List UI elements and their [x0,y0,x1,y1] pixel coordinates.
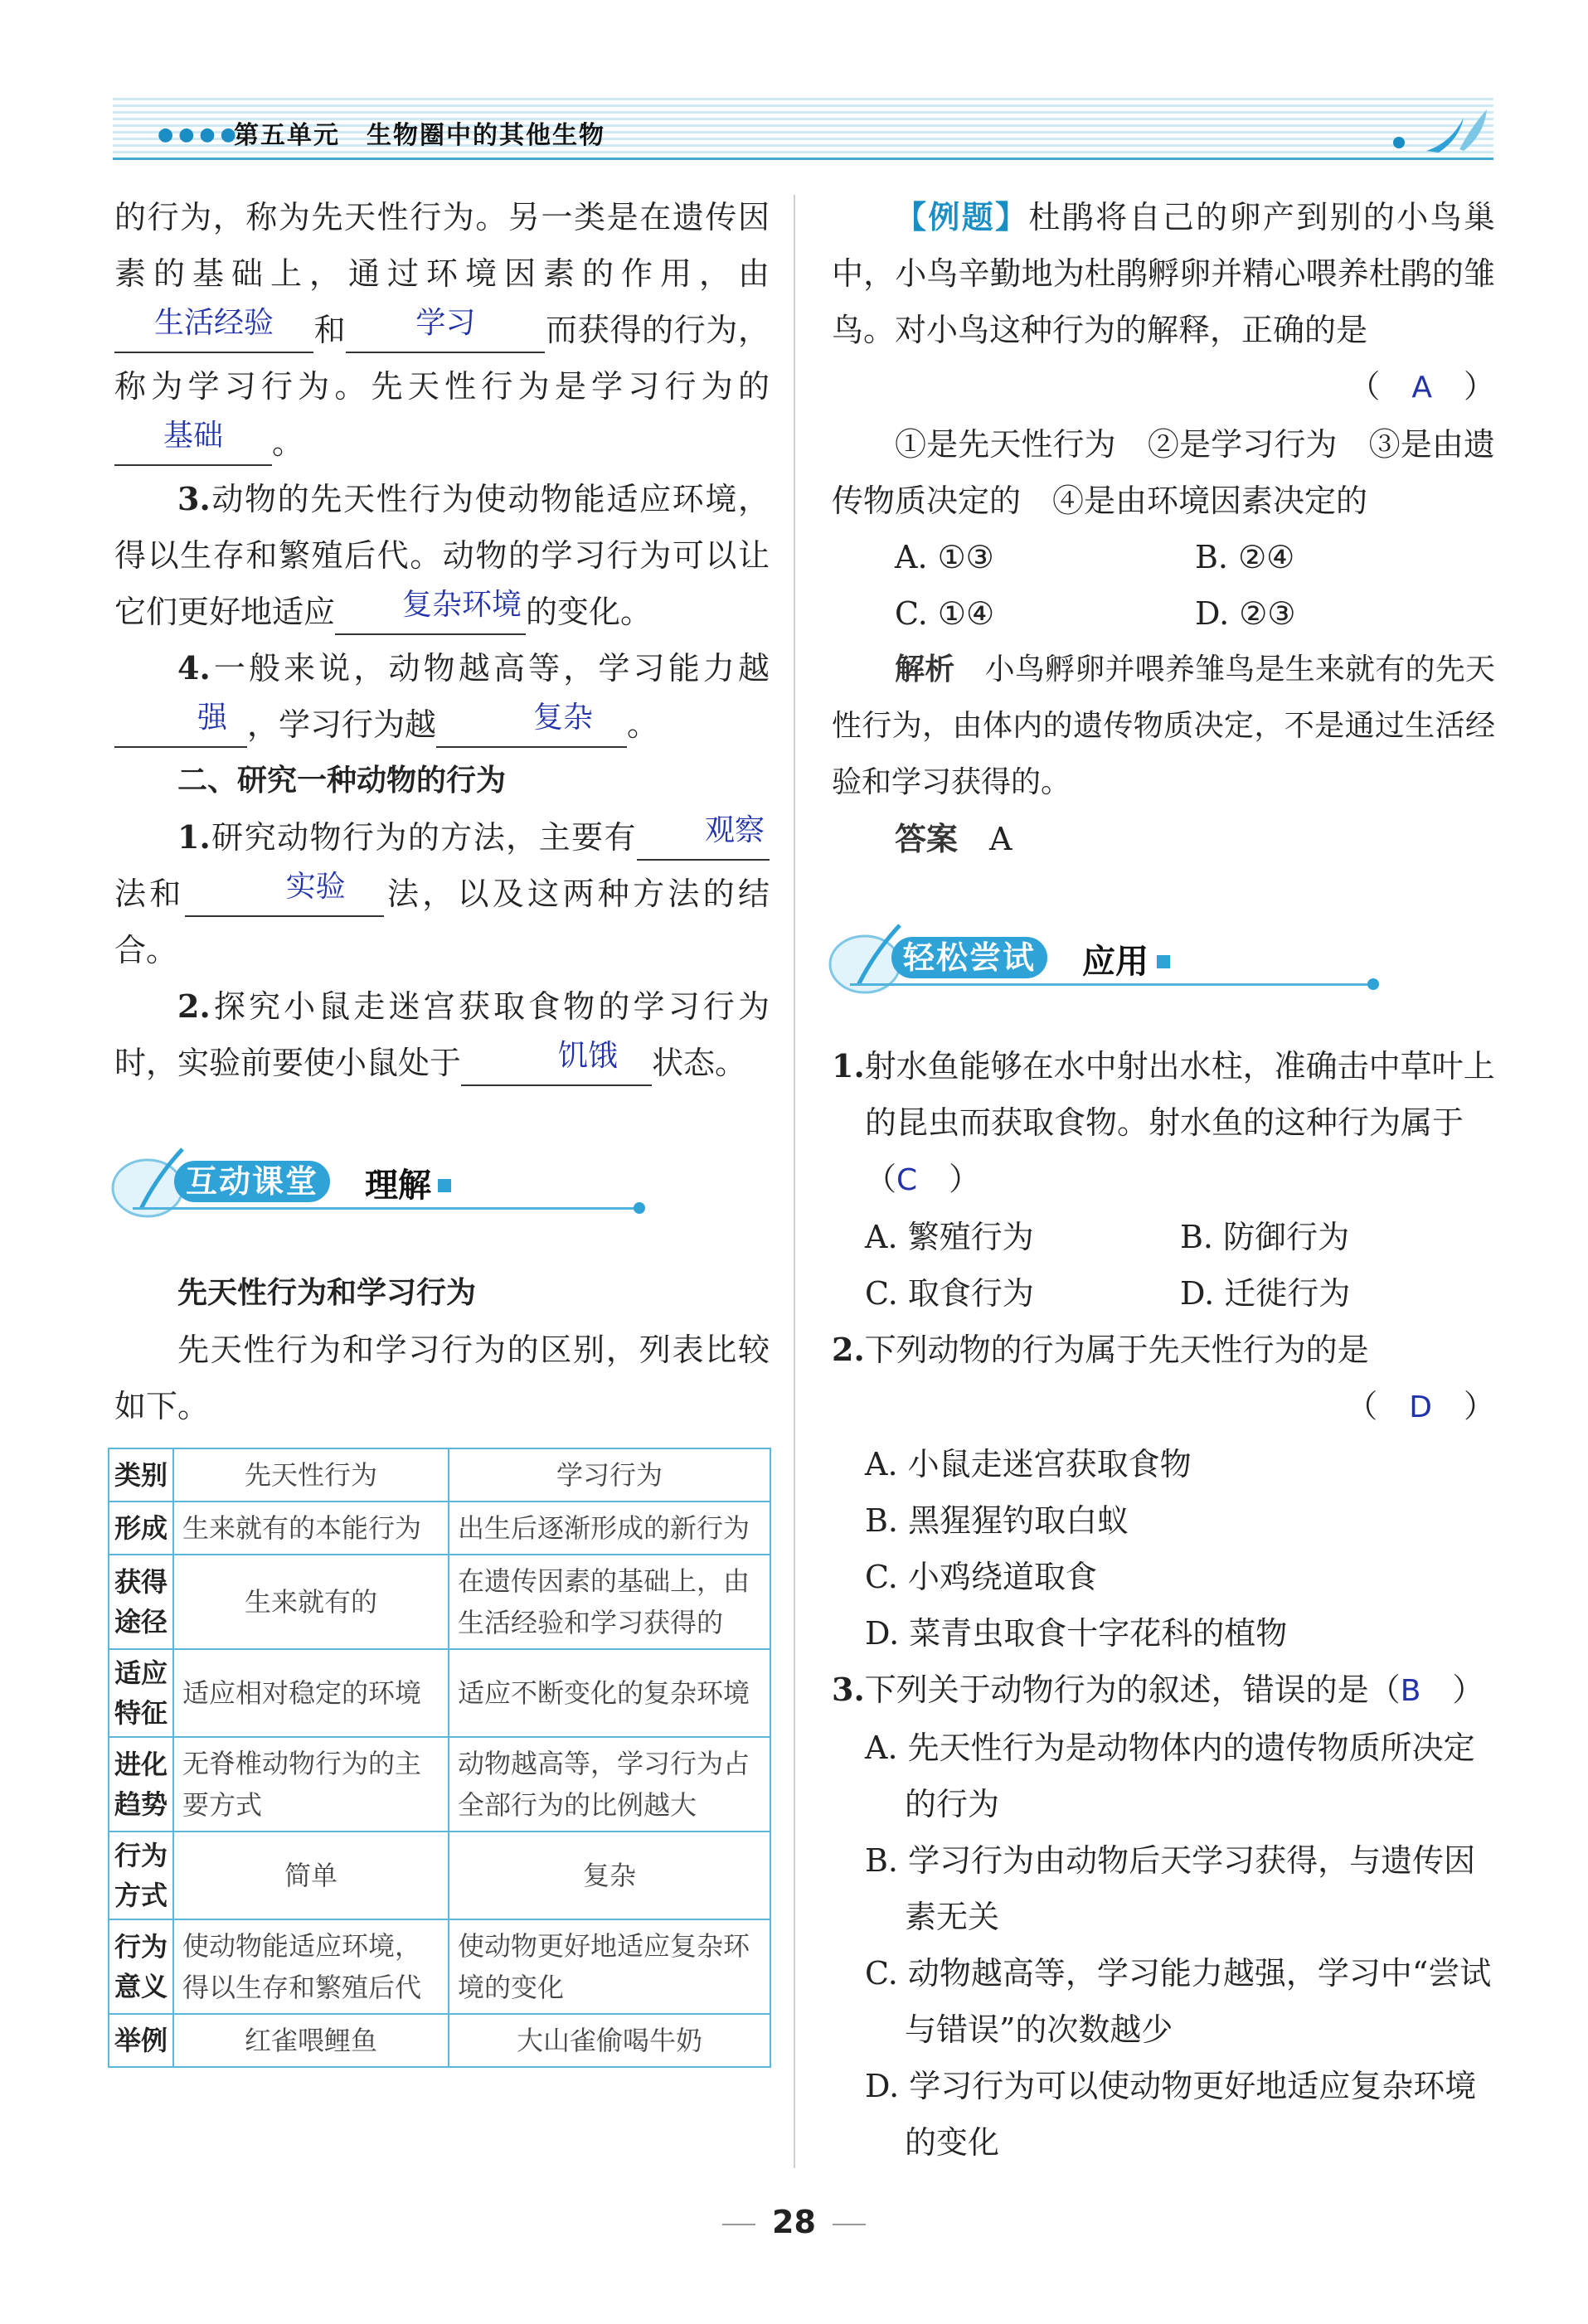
column-divider [794,195,795,2168]
banner-line-dot [634,1202,645,1214]
example-statements: ①是先天性行为 ②是学习行为 ③是由遗传物质决定的 ④是由环境因素决定的 [832,426,1495,519]
table-intro: 先天性行为和学习行为的区别，列表比较如下。 [114,1332,770,1424]
table-cell: 生来就有的本能行为 [173,1502,449,1555]
question-1: 1.射水鱼能够在水中射出水柱，准确击中草叶上的昆虫而获取食物。射水鱼的这种行为属于（C ） A. 繁殖行为 B. 防御行为 C. 取食行为 D. 迁徙行为 [832,1038,1495,1322]
example-question: 【例题】杜鹃将自己的卵产到别的小鸟巢中，小鸟辛勤地为杜鹃孵卵并精心喂养杜鹃的雏鸟。对小鸟这种行为的解释，正确的是 [832,199,1495,348]
page-number: 28 [0,2204,1588,2240]
option: D. 菜青虫取食十字花科的植物 [865,1615,1288,1652]
answer-blank: 实验 [185,876,384,917]
table-cell: 在遗传因素的基础上，由生活经验和学习获得的 [449,1555,770,1649]
table-row [109,1919,770,2014]
table-header-cell: 先天性行为 [173,1448,449,1502]
unit-label: 第五单元 [234,121,340,150]
example-tag: 【例题】 [895,199,1029,235]
section-2-heading: 二、研究一种动物的行为 [177,764,507,798]
table-cell: 适应不断变化的复杂环境 [449,1649,770,1737]
option: D. 迁徙行为 [1180,1275,1351,1312]
banner-suffix: 应用 [1082,943,1149,981]
left-column-lower [114,1265,770,1434]
options-row [832,1265,1495,1322]
option: D. 学习行为可以使动物更好地适应复杂环境的变化 [865,2068,1477,2161]
point-4: 4.一般来说，动物越高等，学习能力越强 ，学习行为越 复杂 。 [114,640,770,753]
option: D. ②③ [1195,595,1296,632]
table-row [109,1832,770,1919]
table-cell: 复杂 [449,1832,770,1919]
option: B. 黑猩猩钓取白蚁 [865,1502,1129,1539]
table-cell: 出生后逐渐形成的新行为 [449,1502,770,1555]
question-2: 2.下列动物的行为属于先天性行为的是 （ D ） A. 小鼠走迷宫获取食物 B. 黑猩猩钓取白蚁 C. 小鸡绕道取食 D. 菜青虫取食十字花科的植物 [832,1322,1495,1662]
table-header-cell: 学习行为 [449,1448,770,1502]
header-title [234,114,605,151]
example-options-row [832,529,1495,585]
option: B. 学习行为由动物后天学习获得，与遗传因素无关 [865,1842,1476,1935]
header-dots: ●●●● [158,124,241,145]
banner-square [438,1179,451,1192]
banner-pill: 互动课堂 [174,1161,330,1202]
section-banner-practice [825,919,1406,993]
table-header-cell: 类别 [109,1448,173,1502]
table-row [109,1737,770,1832]
paragraph-behavior-definition: 的行为，称为先天性行为。另一类是在遗传因素的基础上，通过环境因素的作用，由生活经验 和 学习 而获得的行为，称为学习行为。先天性行为是学习行为的基础 。 [114,189,770,471]
option: A. 先天性行为是动物体内的遗传物质所决定的行为 [865,1730,1475,1822]
table-cell: 红雀喂鲤鱼 [173,2014,449,2067]
option: B. ②④ [1195,539,1295,575]
left-column [114,189,770,1091]
section-banner-interactive [108,1143,655,1217]
table-header-row [109,1448,770,1502]
option: A. ①③ [895,539,994,575]
practice-questions [832,1038,1495,2171]
comparison-table [108,1448,771,2068]
row-label: 进化趋势 [109,1737,173,1832]
banner-square [1157,955,1170,968]
banner-line [850,983,1372,986]
table-row [109,1502,770,1555]
example-options-row [832,585,1495,642]
question-3: 3.下列关于动物行为的叙述，错误的是（B ） A. 先天性行为是动物体内的遗传物质所决定的行为 B. 学习行为由动物后天学习获得，与遗传因素无关 C. 动物越高等，学习能力越强，学习中“尝试与错误”的次数越少 D. 学习行为可以使动物更好地适应复杂环境的变化 [832,1662,1495,2171]
answer-line: 答案 A [895,821,1013,857]
option: C. ①④ [895,595,995,632]
option: B. 防御行为 [1180,1219,1350,1255]
table-row [109,1555,770,1649]
table-cell: 简单 [173,1832,449,1919]
method-point-1: 1.研究动物行为的方法，主要有 观察法和 实验 法，以及这两种方法的结合。 [114,813,770,968]
unit-title: 生物圈中的其他生物 [367,121,605,150]
answer-label: 答案 [895,821,959,857]
example-answer-paren: （ A ） [1348,368,1495,405]
answer-blank: 生活经验 [114,312,313,353]
option: C. 取食行为 [865,1275,1034,1312]
answer-blank: 基础 [114,425,272,466]
topic-heading: 先天性行为和学习行为 [177,1276,477,1310]
leaf-deco-icon [1381,93,1497,159]
banner-line-dot [1367,978,1379,990]
table-cell: 生来就有的 [173,1555,449,1649]
table-cell: 适应相对稳定的环境 [173,1649,449,1737]
option: C. 动物越高等，学习能力越强，学习中“尝试与错误”的次数越少 [865,1955,1492,2048]
row-label: 获得途径 [109,1555,173,1649]
table-cell: 动物越高等，学习行为占全部行为的比例越大 [449,1737,770,1832]
answer-blank: 观察 [637,819,770,861]
method-point-2: 2.探究小鼠走迷宫获取食物的学习行为时，实验前要使小鼠处于 饥饿 状态。 [114,978,770,1091]
table-cell: 大山雀偷喝牛奶 [449,2014,770,2067]
right-column [832,189,1495,867]
banner-line [133,1207,639,1210]
answer-blank: 强 [114,706,247,748]
answer-blank: 复杂 [436,706,627,748]
table-cell: 使动物能适应环境，得以生存和繁殖后代 [173,1919,449,2014]
banner-pill: 轻松尝试 [891,937,1047,978]
row-label: 行为方式 [109,1832,173,1919]
row-label: 形成 [109,1502,173,1555]
table-row [109,1649,770,1737]
options-row [832,1209,1495,1265]
analysis-label: 解析 [895,653,955,687]
table-cell: 无脊椎动物行为的主要方式 [173,1737,449,1832]
row-label: 适应特征 [109,1649,173,1737]
answer-blank: 学习 [346,312,545,353]
analysis: 解析 小鸟孵卵并喂养雏鸟是生来就有的先天性行为，由体内的遗传物质决定，不是通过生活经验和学习获得的。 [832,653,1495,799]
answer-blank: 饥饿 [461,1045,652,1086]
point-3: 3.动物的先天性行为使动物能适应环境，得以生存和繁殖后代。动物的学习行为可以让它们更好地适应 复杂环境 的变化。 [114,471,770,640]
option: A. 繁殖行为 [865,1219,1034,1255]
option: C. 小鸡绕道取食 [865,1559,1097,1595]
banner-suffix: 理解 [365,1167,431,1205]
answer-blank: 复杂环境 [335,594,526,635]
option: A. 小鼠走迷宫获取食物 [865,1446,1192,1482]
table-cell: 使动物更好地适应复杂环境的变化 [449,1919,770,2014]
table-row [109,2014,770,2067]
row-label: 举例 [109,2014,173,2067]
row-label: 行为意义 [109,1919,173,2014]
